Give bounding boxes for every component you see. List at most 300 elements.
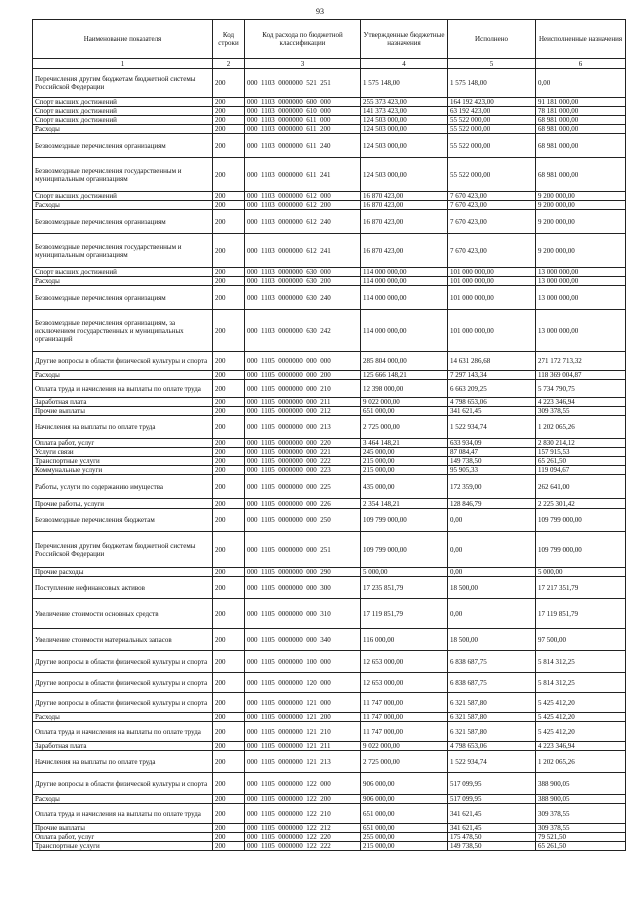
remaining-amount-cell: 157 915,53: [536, 448, 626, 457]
column-number: 3: [245, 59, 361, 69]
executed-amount-cell: 149 738,50: [448, 842, 536, 851]
row-name-cell: Спорт высших достижений: [33, 107, 213, 116]
row-code-cell: 200: [213, 475, 245, 499]
row-name-cell: Другие вопросы в области физической культуры и спорта: [33, 352, 213, 371]
approved-amount-cell: 215 000,00: [361, 842, 448, 851]
classification-code-cell: 000 1105 0000000 000 226: [245, 499, 361, 509]
remaining-amount-cell: 4 223 346,94: [536, 742, 626, 751]
remaining-amount-cell: 78 181 000,00: [536, 107, 626, 116]
row-code-cell: 200: [213, 599, 245, 629]
row-code-cell: 200: [213, 629, 245, 651]
row-code-cell: 200: [213, 416, 245, 439]
row-name-cell: Спорт высших достижений: [33, 192, 213, 201]
executed-amount-cell: 101 000 000,00: [448, 268, 536, 277]
row-name-cell: Оплата труда и начисления на выплаты по оплате труда: [33, 722, 213, 742]
table-row: [33, 125, 626, 134]
approved-amount-cell: 109 799 000,00: [361, 532, 448, 568]
approved-amount-cell: 285 804 000,00: [361, 352, 448, 371]
remaining-amount-cell: 91 181 000,00: [536, 98, 626, 107]
approved-amount-cell: 114 000 000,00: [361, 277, 448, 286]
executed-amount-cell: 517 099,95: [448, 795, 536, 804]
classification-code-cell: 000 1105 0000000 122 222: [245, 842, 361, 851]
remaining-amount-cell: 1 202 065,26: [536, 416, 626, 439]
column-header-name: Наименование показателя: [33, 20, 213, 59]
classification-code-cell: 000 1103 0000000 611 200: [245, 125, 361, 134]
row-name-cell: Транспортные услуги: [33, 842, 213, 851]
remaining-amount-cell: 2 225 301,42: [536, 499, 626, 509]
row-code-cell: 200: [213, 532, 245, 568]
approved-amount-cell: 11 747 000,00: [361, 693, 448, 713]
executed-amount-cell: 7 297 143,34: [448, 371, 536, 380]
table-row: [33, 107, 626, 116]
table-row: [33, 201, 626, 210]
column-number: 4: [361, 59, 448, 69]
remaining-amount-cell: 2 830 214,12: [536, 439, 626, 448]
remaining-amount-cell: 1 202 065,26: [536, 751, 626, 773]
classification-code-cell: 000 1105 0000000 100 000: [245, 651, 361, 673]
table-row: [33, 475, 626, 499]
row-code-cell: 200: [213, 651, 245, 673]
classification-code-cell: 000 1105 0000000 122 212: [245, 824, 361, 833]
row-name-cell: Оплата труда и начисления на выплаты по оплате труда: [33, 380, 213, 398]
classification-code-cell: 000 1105 0000000 121 200: [245, 713, 361, 722]
table-row: [33, 416, 626, 439]
remaining-amount-cell: 388 900,05: [536, 795, 626, 804]
row-code-cell: 200: [213, 234, 245, 268]
executed-amount-cell: 6 321 587,80: [448, 722, 536, 742]
approved-amount-cell: 12 398 000,00: [361, 380, 448, 398]
table-row: [33, 466, 626, 475]
row-code-cell: 200: [213, 673, 245, 693]
remaining-amount-cell: 9 200 000,00: [536, 201, 626, 210]
remaining-amount-cell: 5 000,00: [536, 568, 626, 577]
row-name-cell: Оплата работ, услуг: [33, 833, 213, 842]
approved-amount-cell: 116 000,00: [361, 629, 448, 651]
approved-amount-cell: 651 000,00: [361, 407, 448, 416]
classification-code-cell: 000 1105 0000000 121 211: [245, 742, 361, 751]
classification-code-cell: 000 1105 0000000 000 290: [245, 568, 361, 577]
table-row: [33, 448, 626, 457]
table-row: [33, 192, 626, 201]
table-row: [33, 277, 626, 286]
row-code-cell: 200: [213, 107, 245, 116]
remaining-amount-cell: 5 425 412,20: [536, 722, 626, 742]
classification-code-cell: 000 1105 0000000 000 000: [245, 352, 361, 371]
table-row: [33, 69, 626, 98]
row-code-cell: 200: [213, 352, 245, 371]
classification-code-cell: 000 1105 0000000 000 340: [245, 629, 361, 651]
executed-amount-cell: 0,00: [448, 509, 536, 532]
row-name-cell: Прочие выплаты: [33, 407, 213, 416]
classification-code-cell: 000 1103 0000000 630 200: [245, 277, 361, 286]
row-name-cell: Расходы: [33, 371, 213, 380]
approved-amount-cell: 124 503 000,00: [361, 134, 448, 158]
remaining-amount-cell: 68 981 000,00: [536, 158, 626, 192]
table-row: [33, 352, 626, 371]
table-row: [33, 824, 626, 833]
row-name-cell: Безвозмездные перечисления бюджетам: [33, 509, 213, 532]
table-row: [33, 268, 626, 277]
row-name-cell: Безвозмездные перечисления организациям, за исключением государственных и муниципальных организаций: [33, 310, 213, 352]
row-code-cell: 200: [213, 134, 245, 158]
remaining-amount-cell: 262 641,00: [536, 475, 626, 499]
executed-amount-cell: 0,00: [448, 599, 536, 629]
row-code-cell: 200: [213, 439, 245, 448]
classification-code-cell: 000 1105 0000000 121 213: [245, 751, 361, 773]
row-code-cell: 200: [213, 466, 245, 475]
approved-amount-cell: 245 000,00: [361, 448, 448, 457]
remaining-amount-cell: 17 119 851,79: [536, 599, 626, 629]
classification-code-cell: 000 1103 0000000 610 000: [245, 107, 361, 116]
classification-code-cell: 000 1105 0000000 000 211: [245, 398, 361, 407]
executed-amount-cell: 7 670 423,00: [448, 201, 536, 210]
classification-code-cell: 000 1103 0000000 521 251: [245, 69, 361, 98]
executed-amount-cell: 101 000 000,00: [448, 310, 536, 352]
table-row: [33, 134, 626, 158]
executed-amount-cell: 55 522 000,00: [448, 158, 536, 192]
approved-amount-cell: 109 799 000,00: [361, 509, 448, 532]
row-name-cell: Заработная плата: [33, 742, 213, 751]
row-name-cell: Другие вопросы в области физической культуры и спорта: [33, 773, 213, 795]
executed-amount-cell: 55 522 000,00: [448, 134, 536, 158]
executed-amount-cell: 341 621,45: [448, 824, 536, 833]
row-code-cell: 200: [213, 824, 245, 833]
row-code-cell: 200: [213, 499, 245, 509]
table-row: [33, 210, 626, 234]
approved-amount-cell: 9 022 000,00: [361, 742, 448, 751]
executed-amount-cell: 164 192 423,00: [448, 98, 536, 107]
executed-amount-cell: 4 798 653,06: [448, 398, 536, 407]
row-code-cell: 200: [213, 795, 245, 804]
row-name-cell: Перечисления другим бюджетам бюджетной системы Российской Федерации: [33, 532, 213, 568]
row-code-cell: 200: [213, 69, 245, 98]
row-code-cell: 200: [213, 286, 245, 310]
approved-amount-cell: 906 000,00: [361, 773, 448, 795]
remaining-amount-cell: 109 799 000,00: [536, 509, 626, 532]
executed-amount-cell: 63 192 423,00: [448, 107, 536, 116]
remaining-amount-cell: 5 425 412,20: [536, 713, 626, 722]
executed-amount-cell: 6 321 587,80: [448, 693, 536, 713]
table-row: [33, 568, 626, 577]
remaining-amount-cell: 65 261,50: [536, 457, 626, 466]
column-number: 6: [536, 59, 626, 69]
row-name-cell: Поступление нефинансовых активов: [33, 577, 213, 599]
remaining-amount-cell: 118 369 004,87: [536, 371, 626, 380]
row-name-cell: Другие вопросы в области физической культуры и спорта: [33, 693, 213, 713]
approved-amount-cell: 16 870 423,00: [361, 201, 448, 210]
approved-amount-cell: 124 503 000,00: [361, 125, 448, 134]
approved-amount-cell: 215 000,00: [361, 466, 448, 475]
classification-code-cell: 000 1105 0000000 122 210: [245, 804, 361, 824]
remaining-amount-cell: 309 378,55: [536, 407, 626, 416]
table-row: [33, 693, 626, 713]
executed-amount-cell: 172 359,00: [448, 475, 536, 499]
classification-code-cell: 000 1105 0000000 000 210: [245, 380, 361, 398]
row-name-cell: Расходы: [33, 713, 213, 722]
table-row: [33, 673, 626, 693]
classification-code-cell: 000 1105 0000000 000 223: [245, 466, 361, 475]
classification-code-cell: 000 1105 0000000 122 200: [245, 795, 361, 804]
classification-code-cell: 000 1105 0000000 000 220: [245, 439, 361, 448]
row-code-cell: 200: [213, 773, 245, 795]
classification-code-cell: 000 1103 0000000 611 000: [245, 116, 361, 125]
column-number: 1: [33, 59, 213, 69]
row-code-cell: 200: [213, 568, 245, 577]
table-row: [33, 499, 626, 509]
column-header-executed: Исполнено: [448, 20, 536, 59]
column-header-approved: Утвержденные бюджетные назначения: [361, 20, 448, 59]
table-row: [33, 773, 626, 795]
table-row: [33, 629, 626, 651]
row-code-cell: 200: [213, 268, 245, 277]
row-name-cell: Увеличение стоимости основных средств: [33, 599, 213, 629]
classification-code-cell: 000 1105 0000000 000 225: [245, 475, 361, 499]
approved-amount-cell: 906 000,00: [361, 795, 448, 804]
executed-amount-cell: 101 000 000,00: [448, 277, 536, 286]
remaining-amount-cell: 5 734 790,75: [536, 380, 626, 398]
budget-execution-table: [32, 19, 626, 851]
approved-amount-cell: 255 000,00: [361, 833, 448, 842]
executed-amount-cell: 6 663 209,25: [448, 380, 536, 398]
row-name-cell: Другие вопросы в области физической культуры и спорта: [33, 651, 213, 673]
table-body: [33, 69, 626, 851]
executed-amount-cell: 7 670 423,00: [448, 192, 536, 201]
row-name-cell: Коммунальные услуги: [33, 466, 213, 475]
approved-amount-cell: 651 000,00: [361, 804, 448, 824]
classification-code-cell: 000 1105 0000000 000 200: [245, 371, 361, 380]
row-name-cell: Расходы: [33, 125, 213, 134]
row-code-cell: 200: [213, 310, 245, 352]
row-name-cell: Прочие выплаты: [33, 824, 213, 833]
remaining-amount-cell: 13 000 000,00: [536, 286, 626, 310]
table-row: [33, 713, 626, 722]
classification-code-cell: 000 1105 0000000 121 000: [245, 693, 361, 713]
executed-amount-cell: 4 798 653,06: [448, 742, 536, 751]
approved-amount-cell: 114 000 000,00: [361, 286, 448, 310]
executed-amount-cell: 0,00: [448, 568, 536, 577]
approved-amount-cell: 3 464 148,21: [361, 439, 448, 448]
classification-code-cell: 000 1103 0000000 630 000: [245, 268, 361, 277]
remaining-amount-cell: 109 799 000,00: [536, 532, 626, 568]
approved-amount-cell: 16 870 423,00: [361, 234, 448, 268]
classification-code-cell: 000 1105 0000000 121 210: [245, 722, 361, 742]
approved-amount-cell: 1 575 148,00: [361, 69, 448, 98]
remaining-amount-cell: 5 814 312,25: [536, 651, 626, 673]
remaining-amount-cell: 4 223 346,94: [536, 398, 626, 407]
classification-code-cell: 000 1103 0000000 612 241: [245, 234, 361, 268]
remaining-amount-cell: 9 200 000,00: [536, 192, 626, 201]
approved-amount-cell: 124 503 000,00: [361, 116, 448, 125]
remaining-amount-cell: 0,00: [536, 69, 626, 98]
row-name-cell: Спорт высших достижений: [33, 98, 213, 107]
remaining-amount-cell: 9 200 000,00: [536, 210, 626, 234]
remaining-amount-cell: 79 521,50: [536, 833, 626, 842]
row-code-cell: 200: [213, 842, 245, 851]
executed-amount-cell: 95 905,33: [448, 466, 536, 475]
row-code-cell: 200: [213, 371, 245, 380]
remaining-amount-cell: 13 000 000,00: [536, 277, 626, 286]
row-name-cell: Услуги связи: [33, 448, 213, 457]
row-code-cell: 200: [213, 158, 245, 192]
row-code-cell: 200: [213, 98, 245, 107]
classification-code-cell: 000 1103 0000000 630 242: [245, 310, 361, 352]
table-row: [33, 286, 626, 310]
table-header-row: [33, 20, 626, 59]
row-code-cell: 200: [213, 448, 245, 457]
row-name-cell: Транспортные услуги: [33, 457, 213, 466]
approved-amount-cell: 17 235 851,79: [361, 577, 448, 599]
approved-amount-cell: 16 870 423,00: [361, 210, 448, 234]
row-code-cell: 200: [213, 833, 245, 842]
approved-amount-cell: 11 747 000,00: [361, 722, 448, 742]
executed-amount-cell: 1 522 934,74: [448, 416, 536, 439]
row-code-cell: 200: [213, 407, 245, 416]
row-name-cell: Безвозмездные перечисления организациям: [33, 286, 213, 310]
executed-amount-cell: 101 000 000,00: [448, 286, 536, 310]
column-header-row-code: Код строки: [213, 20, 245, 59]
executed-amount-cell: 18 500,00: [448, 629, 536, 651]
executed-amount-cell: 87 084,47: [448, 448, 536, 457]
table-row: [33, 722, 626, 742]
classification-code-cell: 000 1103 0000000 600 000: [245, 98, 361, 107]
remaining-amount-cell: 5 814 312,25: [536, 673, 626, 693]
classification-code-cell: 000 1105 0000000 000 222: [245, 457, 361, 466]
executed-amount-cell: 149 738,50: [448, 457, 536, 466]
approved-amount-cell: 2 725 000,00: [361, 751, 448, 773]
table-row: [33, 310, 626, 352]
approved-amount-cell: 11 747 000,00: [361, 713, 448, 722]
row-name-cell: Оплата работ, услуг: [33, 439, 213, 448]
table-row: [33, 804, 626, 824]
executed-amount-cell: 7 670 423,00: [448, 234, 536, 268]
approved-amount-cell: 5 000,00: [361, 568, 448, 577]
row-code-cell: 200: [213, 713, 245, 722]
executed-amount-cell: 1 522 934,74: [448, 751, 536, 773]
row-code-cell: 200: [213, 693, 245, 713]
row-code-cell: 200: [213, 751, 245, 773]
row-name-cell: Расходы: [33, 201, 213, 210]
approved-amount-cell: 2 725 000,00: [361, 416, 448, 439]
row-code-cell: 200: [213, 210, 245, 234]
approved-amount-cell: 435 000,00: [361, 475, 448, 499]
row-code-cell: 200: [213, 277, 245, 286]
row-name-cell: Начисления на выплаты по оплате труда: [33, 751, 213, 773]
remaining-amount-cell: 13 000 000,00: [536, 310, 626, 352]
table-row: [33, 371, 626, 380]
classification-code-cell: 000 1105 0000000 000 300: [245, 577, 361, 599]
executed-amount-cell: 341 621,45: [448, 407, 536, 416]
remaining-amount-cell: 68 981 000,00: [536, 125, 626, 134]
remaining-amount-cell: 9 200 000,00: [536, 234, 626, 268]
classification-code-cell: 000 1105 0000000 000 310: [245, 599, 361, 629]
row-code-cell: 200: [213, 201, 245, 210]
approved-amount-cell: 17 119 851,79: [361, 599, 448, 629]
executed-amount-cell: 633 934,09: [448, 439, 536, 448]
row-name-cell: Перечисления другим бюджетам бюджетной системы Российской Федерации: [33, 69, 213, 98]
row-code-cell: 200: [213, 116, 245, 125]
row-name-cell: Безвозмездные перечисления организациям: [33, 210, 213, 234]
classification-code-cell: 000 1105 0000000 000 251: [245, 532, 361, 568]
column-header-classification: Код расхода по бюджетной классификации: [245, 20, 361, 59]
table-row: [33, 651, 626, 673]
classification-code-cell: 000 1103 0000000 612 000: [245, 192, 361, 201]
classification-code-cell: 000 1103 0000000 612 240: [245, 210, 361, 234]
table-row: [33, 577, 626, 599]
classification-code-cell: 000 1103 0000000 612 200: [245, 201, 361, 210]
table-row: [33, 407, 626, 416]
classification-code-cell: 000 1105 0000000 000 221: [245, 448, 361, 457]
table-row: [33, 98, 626, 107]
table-row: [33, 742, 626, 751]
column-number-row: [33, 59, 626, 69]
table-row: [33, 532, 626, 568]
row-name-cell: Другие вопросы в области физической культуры и спорта: [33, 673, 213, 693]
executed-amount-cell: 55 522 000,00: [448, 116, 536, 125]
row-code-cell: 200: [213, 804, 245, 824]
table-row: [33, 234, 626, 268]
row-name-cell: Увеличение стоимости материальных запасов: [33, 629, 213, 651]
table-row: [33, 509, 626, 532]
executed-amount-cell: 18 500,00: [448, 577, 536, 599]
executed-amount-cell: 517 099,95: [448, 773, 536, 795]
remaining-amount-cell: 388 900,05: [536, 773, 626, 795]
row-code-cell: 200: [213, 192, 245, 201]
row-code-cell: 200: [213, 742, 245, 751]
executed-amount-cell: 0,00: [448, 532, 536, 568]
row-name-cell: Прочие расходы: [33, 568, 213, 577]
executed-amount-cell: 55 522 000,00: [448, 125, 536, 134]
row-name-cell: Безвозмездные перечисления государственным и муниципальным организациям: [33, 234, 213, 268]
table-row: [33, 795, 626, 804]
table-row: [33, 842, 626, 851]
remaining-amount-cell: 271 172 713,32: [536, 352, 626, 371]
table-row: [33, 398, 626, 407]
approved-amount-cell: 651 000,00: [361, 824, 448, 833]
table-row: [33, 116, 626, 125]
table-row: [33, 457, 626, 466]
page-number: 93: [316, 7, 324, 16]
classification-code-cell: 000 1105 0000000 000 250: [245, 509, 361, 532]
approved-amount-cell: 114 000 000,00: [361, 268, 448, 277]
classification-code-cell: 000 1103 0000000 611 240: [245, 134, 361, 158]
remaining-amount-cell: 97 500,00: [536, 629, 626, 651]
remaining-amount-cell: 309 378,55: [536, 804, 626, 824]
approved-amount-cell: 215 000,00: [361, 457, 448, 466]
executed-amount-cell: 175 478,50: [448, 833, 536, 842]
remaining-amount-cell: 13 000 000,00: [536, 268, 626, 277]
table-row: [33, 158, 626, 192]
row-code-cell: 200: [213, 380, 245, 398]
executed-amount-cell: 7 670 423,00: [448, 210, 536, 234]
table-row: [33, 439, 626, 448]
approved-amount-cell: 9 022 000,00: [361, 398, 448, 407]
executed-amount-cell: 6 321 587,80: [448, 713, 536, 722]
row-name-cell: Оплата труда и начисления на выплаты по оплате труда: [33, 804, 213, 824]
remaining-amount-cell: 17 217 351,79: [536, 577, 626, 599]
executed-amount-cell: 128 846,79: [448, 499, 536, 509]
remaining-amount-cell: 119 094,67: [536, 466, 626, 475]
approved-amount-cell: 141 373 423,00: [361, 107, 448, 116]
remaining-amount-cell: 5 425 412,20: [536, 693, 626, 713]
approved-amount-cell: 124 503 000,00: [361, 158, 448, 192]
row-code-cell: 200: [213, 125, 245, 134]
remaining-amount-cell: 68 981 000,00: [536, 134, 626, 158]
table-row: [33, 599, 626, 629]
executed-amount-cell: 6 838 687,75: [448, 673, 536, 693]
approved-amount-cell: 16 870 423,00: [361, 192, 448, 201]
approved-amount-cell: 255 373 423,00: [361, 98, 448, 107]
classification-code-cell: 000 1105 0000000 120 000: [245, 673, 361, 693]
